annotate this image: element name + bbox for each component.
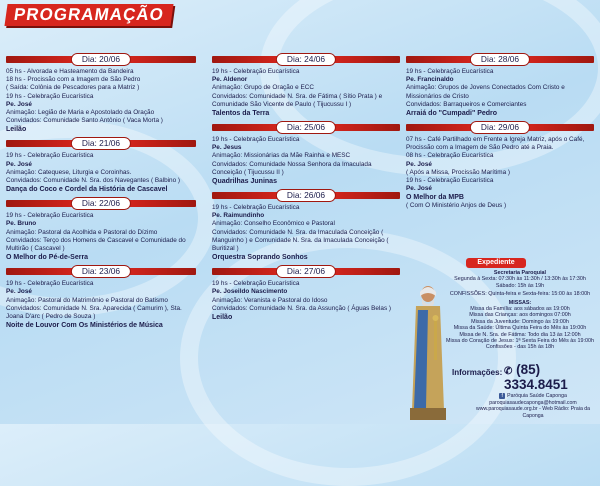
priest-name: Pe. Bruno [6,220,37,228]
priest-name: Pe. José [6,288,32,296]
day-header: Dia: 24/06 [212,53,400,65]
event-line: 19 hs - Celebração Eucarística [406,68,494,75]
attraction: Noite de Louvor Com Os Ministérios de Música [6,322,163,330]
day-header: Dia: 22/06 [6,197,196,209]
event-line: ( Com O Ministério Anjos de Deus ) [406,202,507,210]
event-line: Convidados: Terço dos Homens de Cascavel e Comunidade do Multirão ( Cascavel ) [6,236,186,253]
event-line: 19 hs - Celebração Eucarística [6,212,94,220]
priest-name: Pe. Jesus [212,144,242,152]
attraction: Quadrilhas Juninas [212,178,277,186]
event-line: ( Saída: Colônia de Pescadores para a Matriz ) [6,84,140,92]
event-line: Animação: Veranista e Pastoral do Idoso [212,296,328,304]
priest-name: Pe. Aldenor [212,76,248,84]
event-line: 19 hs - Celebração Eucarística [212,204,300,212]
facebook-link[interactable]: Paróquia Saúde Caponga [507,393,567,399]
day-header: Dia: 29/06 [406,121,594,133]
footer-contacts [468,393,598,419]
event-line: 05 hs - Alvorada e Hasteamento da Bandeira [6,68,134,75]
event-line: Convidados: Comunidade N. Sra. da Assunção ( Águas Belas ) [212,304,392,312]
attraction: Arraiá do "Cumpadi" Pedro [406,110,498,118]
day-header: Dia: 26/06 [212,189,400,201]
priest-name: Pe. José [6,160,32,168]
event-line: 19 hs - Celebração Eucarística [212,68,300,75]
day-header: Dia: 27/06 [212,265,400,277]
priest-name: Pe. José [406,185,432,193]
event-line: ( Após a Missa, Procissão Marítima ) [406,168,511,176]
day-header: Dia: 28/06 [406,53,594,65]
event-line: Animação: Conselho Econômico e Pastoral [212,220,335,228]
facebook-icon: f [499,393,505,399]
priest-name: Pe. Joseildo Nascimento [212,288,288,296]
event-line: 19 hs - Celebração Eucarística [6,280,94,288]
event-line: 07 hs - Café Partilhado em Frente a Igreja Matriz, após o Café, Procissão com a Imagem de São Pedro até a Praia. [406,136,585,152]
column-3 [406,50,594,211]
event-line: Animação: Catequese, Liturgia e Coroinhas. [6,168,132,176]
event-line: Convidados: Comunidade N. Sra. dos Navegantes ( Balbino ) [6,177,181,185]
event-line: 19 hs - Celebração Eucarística [212,136,300,144]
event-line: Animação: Grupo de Oração e ECC [212,84,314,92]
event-line: 08 hs - Celebração Eucarística [406,152,494,160]
page-title: PROGRAMAÇÃO [4,4,173,26]
priest-name: Pe. Francinaldo [406,76,454,84]
event-line: Convidados: Comunidade N. Sra. Aparecida ( Camurim ), Sta. Joana D'arc ( Pedro de Souza ) [6,304,182,321]
info-label: Informações: [452,368,503,377]
event-line: 19 hs - Celebração Eucarística [6,92,94,100]
attraction: Leilão [212,314,233,322]
phone-icon: ✆ [504,366,513,377]
attraction: Leilão [6,126,27,134]
website-link[interactable]: www.paroquiasaude.org.br - Web Rádio: Praia da Caponga [475,406,591,419]
event-line: Animação: Pastoral da Acolhida e Pastoral do Dízimo [6,228,158,236]
day-header: Dia: 25/06 [212,121,400,133]
attraction: Talentos da Terra [212,110,270,118]
day-header: Dia: 23/06 [6,265,196,277]
expediente-badge: Expediente [466,258,526,268]
column-2 [212,50,400,322]
event-line: Animação: Missionárias da Mãe Rainha e MESC [212,152,351,160]
priest-name: Pe. Raimundinho [212,212,265,220]
expediente-box [408,256,596,422]
event-line: 19 hs - Celebração Eucarística [212,280,300,288]
event-line: 19 hs - Celebração Eucarística [6,152,94,160]
event-line: Animação: Pastoral do Matrimônio e Pastoral do Batismo [6,296,168,304]
event-line: Convidados: Comunidade N. Sra. da Imaculada Conceição ( Manguinho ) e Comunidade N. Sra. da Imaculada Conceição ( Buritizal ) [212,228,389,253]
day-header: Dia: 21/06 [6,137,196,149]
event-line: 19 hs - Celebração Eucarística [406,177,494,185]
attraction: Orquestra Soprando Sonhos [212,254,308,262]
email-link[interactable]: paroquiasaudecaponga@hotmail.com [489,399,577,406]
column-1 [6,50,196,330]
event-line: Convidados: Comunidade Santo Antônio ( Vaca Morta ) [6,117,163,125]
attraction: O Melhor da MPB [406,194,464,202]
saint-peter-image [408,280,448,422]
event-line: Convidados: Comunidade N. Sra. de Fátima ( Sítio Prata ) e Comunidade São Vicente de Paulo ( Tijucussu I ) [212,92,383,108]
expediente-text: Secretaria Paroquial Segunda à Sexta: 07:30h às 11:30h / 13:30h às 17:30h Sábado: 15h às 19h CONFISSÕES: Quinta-feira e Sexta-feira: 15:00 às 18:00h MISSAS: Missa da Família: aos sábados as 19:00h Missa das Crianças: aos domingos 07:00h Missa da Juventude: Domingo às 19:00h Missa da Saúde: Última Quinta Feira do Mês às 19:00h Missa de N. Sra. de Fátima: Todo dia 13 às 12:00h Missa do Coração de Jesus: 1ª Sexta Feira do Mês às 19:00h Confissões - das 15h às 18h [446,270,594,351]
attraction: Dança do Coco e Cordel da História de Cascavel [6,186,168,194]
event-line: Animação: Grupos de Jovens Conectados Com Cristo e Missionários de Cristo [406,84,565,100]
attraction: O Melhor do Pé-de-Serra [6,254,89,262]
phone-number: ✆ (85) 3334.8451 [504,362,568,392]
event-line: Convidados: Barraqueiros e Comerciantes [406,100,527,108]
priest-name: Pe. José [6,100,32,108]
event-line: 18 hs - Procissão com a Imagem de São Pedro [6,76,141,84]
event-line: Animação: Legião de Maria e Apostolado da Oração [6,109,155,117]
day-header: Dia: 20/06 [6,53,196,65]
priest-name: Pe. José [406,160,432,168]
event-line: Convidados: Comunidade Nossa Senhora da Imaculada Conceição ( Tijucussu II ) [212,160,372,176]
